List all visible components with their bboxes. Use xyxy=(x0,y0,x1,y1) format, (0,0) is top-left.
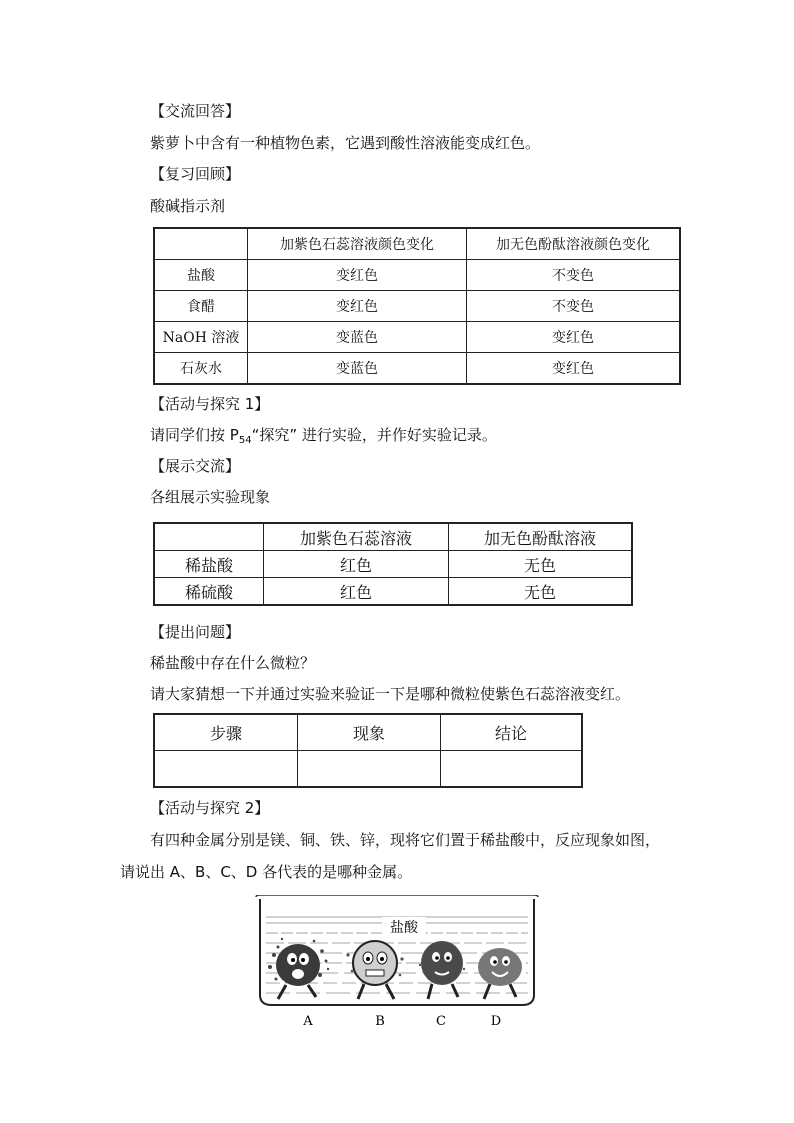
table-cell: 红色 xyxy=(264,551,449,578)
label-d: D xyxy=(490,1014,502,1029)
table-cell: 不变色 xyxy=(467,260,681,291)
text-activity1-page: 54 xyxy=(238,435,252,446)
table-cell: 变红色 xyxy=(467,322,681,353)
text-activity1 xyxy=(150,425,497,451)
table-header: 现象 xyxy=(298,714,441,751)
acid-label: 盐酸 xyxy=(390,920,418,936)
metal-reaction-figure xyxy=(252,895,542,1035)
table-row xyxy=(154,523,632,551)
heading-activity2: 【活动与探究 2】 xyxy=(150,799,270,817)
table-header: 结论 xyxy=(441,714,583,751)
table-row xyxy=(154,322,680,353)
table-row xyxy=(154,228,680,260)
table-cell: 石灰水 xyxy=(154,353,248,385)
table-header: 步骤 xyxy=(154,714,298,751)
table-cell: 变红色 xyxy=(467,353,681,385)
metal-d-character xyxy=(478,948,522,999)
table-cell: 变蓝色 xyxy=(248,353,467,385)
heading-review: 【复习回顾】 xyxy=(150,165,241,183)
table-header xyxy=(154,523,264,551)
table-cell: 变红色 xyxy=(248,291,467,322)
text-exchange-answer: 紫萝卜中含有一种植物色素，它遇到酸性溶液能变成红色。 xyxy=(150,134,541,152)
table-cell: 稀硫酸 xyxy=(154,578,264,606)
label-a: A xyxy=(303,1014,313,1029)
table-cell: NaOH 溶液 xyxy=(154,322,248,353)
text-review: 酸碱指示剂 xyxy=(150,197,226,215)
metal-a-character xyxy=(268,938,329,999)
table-cell: 盐酸 xyxy=(154,260,248,291)
text-show: 各组展示实验现象 xyxy=(150,488,271,506)
text-activity2-1: 有四种金属分别是镁、铜、铁、锌，现将它们置于稀盐酸中，反应现象如图， xyxy=(150,831,661,849)
beaker-rim xyxy=(256,895,538,897)
table-cell: 无色 xyxy=(449,578,633,606)
table-row xyxy=(154,353,680,385)
table-row xyxy=(154,751,582,788)
indicator-table xyxy=(153,227,681,385)
table-cell xyxy=(154,751,298,788)
experiment-table xyxy=(153,713,583,788)
table-header: 加紫色石蕊溶液颜色变化 xyxy=(248,228,467,260)
table-header: 加紫色石蕊溶液 xyxy=(264,523,449,551)
table-row xyxy=(154,578,632,606)
text-activity1-a: 请同学们按 P xyxy=(150,426,239,444)
metal-c-character xyxy=(419,941,465,999)
table-cell: 不变色 xyxy=(467,291,681,322)
table-header: 加无色酚酞溶液 xyxy=(449,523,633,551)
table-header xyxy=(154,228,248,260)
heading-activity1: 【活动与探究 1】 xyxy=(150,395,270,413)
table-cell: 变蓝色 xyxy=(248,322,467,353)
text-question-2: 请大家猜想一下并通过实验来验证一下是哪种微粒使紫色石蕊溶液变红。 xyxy=(150,685,631,703)
text-question-1: 稀盐酸中存在什么微粒？ xyxy=(150,654,316,672)
heading-exchange-answer: 【交流回答】 xyxy=(150,102,241,120)
table-cell: 红色 xyxy=(264,578,449,606)
table-cell xyxy=(441,751,583,788)
label-b: B xyxy=(375,1014,385,1029)
table-row xyxy=(154,714,582,751)
table-cell: 食醋 xyxy=(154,291,248,322)
table-header: 加无色酚酞溶液颜色变化 xyxy=(467,228,681,260)
label-c: C xyxy=(436,1014,446,1029)
table-row xyxy=(154,291,680,322)
heading-show: 【展示交流】 xyxy=(150,457,241,475)
metal-b-character xyxy=(346,941,403,999)
table-row xyxy=(154,260,680,291)
results-table xyxy=(153,522,633,606)
table-cell: 变红色 xyxy=(248,260,467,291)
text-activity2-2: 请说出 A、B、C、D 各代表的是哪种金属。 xyxy=(120,863,413,881)
heading-question: 【提出问题】 xyxy=(150,623,241,641)
table-cell xyxy=(298,751,441,788)
text-activity1-b: “探究” 进行实验，并作好实验记录。 xyxy=(251,426,497,444)
table-row xyxy=(154,551,632,578)
table-cell: 无色 xyxy=(449,551,633,578)
table-cell: 稀盐酸 xyxy=(154,551,264,578)
